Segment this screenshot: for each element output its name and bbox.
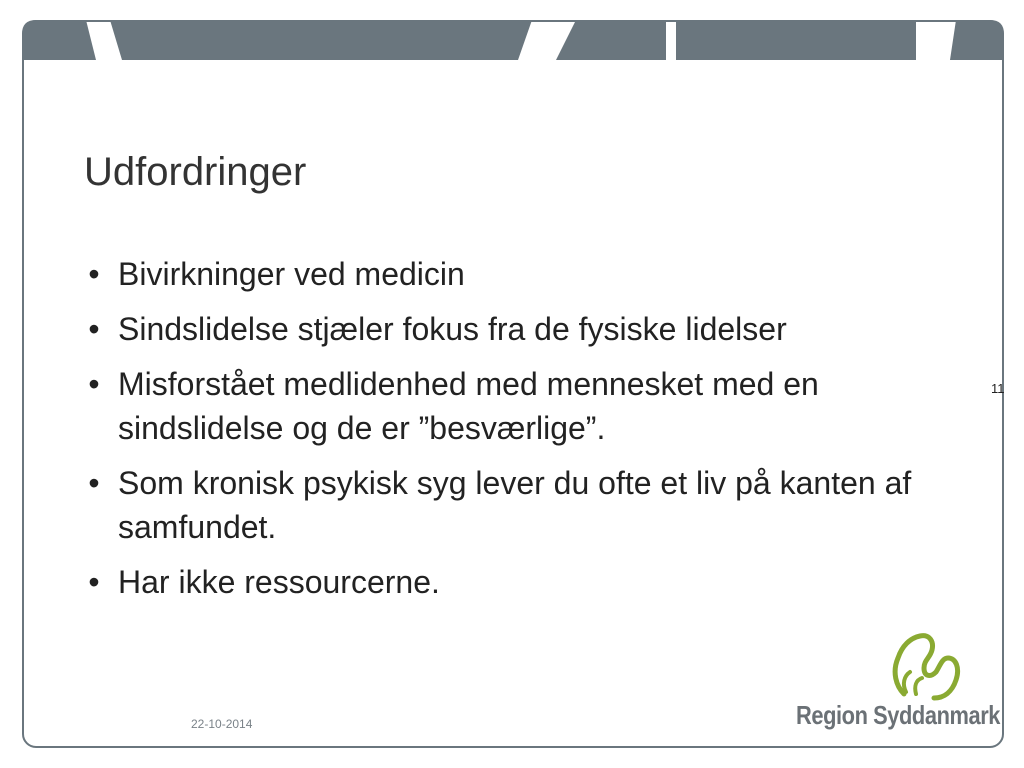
bullet-item (84, 252, 964, 296)
bullet-marker: • (88, 465, 100, 501)
bullet-item (84, 560, 964, 604)
page-number: 11 (991, 381, 1005, 396)
bullet-text: Sindslidelse stjæler fokus fra de fysiske lidelser (118, 311, 787, 347)
bullet-marker: • (88, 366, 100, 402)
bullet-text: Bivirkninger ved medicin (118, 256, 465, 292)
bullet-marker: • (88, 311, 100, 347)
bullet-item (84, 362, 964, 450)
header-band-5 (950, 20, 1004, 60)
bullet-list (84, 252, 964, 615)
header-band-3 (556, 20, 666, 60)
bullet-item (84, 461, 964, 549)
logo-text: Region Syddanmark (796, 700, 1001, 730)
region-syddanmark-logo-icon (890, 632, 962, 702)
region-syddanmark-logo (796, 632, 1001, 738)
bullet-text: Som kronisk psykisk syg lever du ofte et liv på kanten af samfundet. (118, 465, 912, 545)
bullet-text: Misforstået medlidenhed med mennesket med en sindslidelse og de er ”besværlige”. (118, 366, 819, 446)
footer-date: 22-10-2014 (191, 717, 253, 731)
bullet-marker: • (88, 256, 100, 292)
header-band-4 (676, 20, 916, 60)
header-bands (0, 0, 1024, 62)
slide-title: Udfordringer (84, 150, 307, 194)
header-band-2 (110, 20, 532, 60)
bullet-text: Har ikke ressourcerne. (118, 564, 440, 600)
bullet-marker: • (88, 564, 100, 600)
header-band-1 (22, 20, 96, 60)
bullet-item (84, 307, 964, 351)
